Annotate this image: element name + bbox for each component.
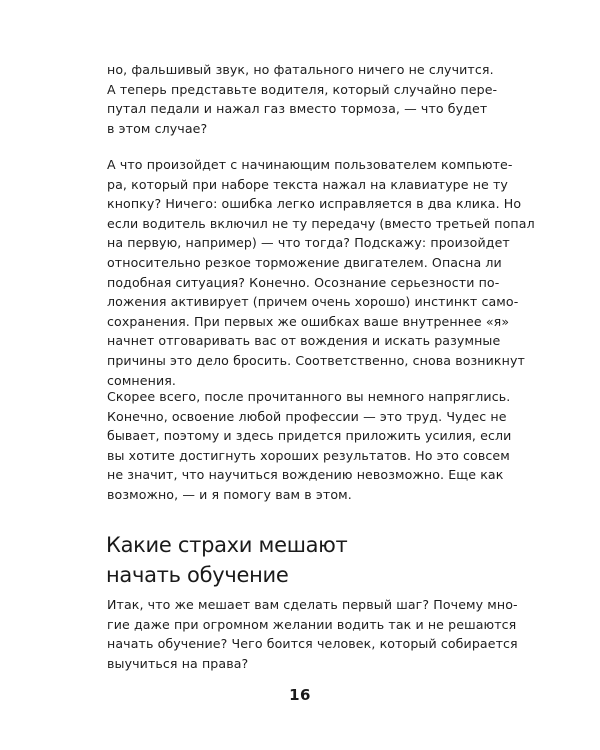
text-line: сомнения.: [107, 372, 177, 388]
text-line: причины это дело бросить. Соответственно, снова возникнут: [107, 352, 525, 368]
text-line: не значит, что научиться вождению невозможно. Еще как: [107, 467, 504, 483]
paragraph-4: [107, 595, 518, 673]
text-line: А что произойдет с начинающим пользователем компьюте-: [107, 157, 513, 172]
page-number: 16: [289, 686, 311, 704]
text-line: вы хотите достигнуть хороших результатов. Но это совсем: [107, 447, 510, 463]
text-line: сохранения. При первых же ошибках ваше внутреннее «я»: [107, 313, 510, 329]
heading-line: начать обучение: [106, 563, 289, 587]
text-line: гие даже при огромном желании водить так и не решаются: [107, 616, 517, 632]
text-line: ра, который при наборе текста нажал на клавиатуре не ту: [107, 176, 508, 192]
text-line: в этом случае?: [107, 120, 208, 136]
text-line: А теперь представьте водителя, который случайно пере-: [107, 81, 498, 97]
paragraph-2: [107, 155, 535, 390]
heading-line: Какие страхи мешают: [106, 533, 348, 557]
text-line: Итак, что же мешает вам сделать первый шаг? Почему мно-: [107, 597, 518, 612]
text-line: относительно резкое торможение двигателем. Опасна ли: [107, 254, 502, 270]
text-line: но, фальшивый звук, но фатального ничего не случится.: [107, 62, 494, 77]
text-line: начнет отговаривать вас от вождения и искать разумные: [107, 333, 501, 349]
text-line: кнопку? Ничего: ошибка легко исправляется в два клика. Но: [107, 196, 522, 212]
text-line: начать обучение? Чего боится человек, который собирается: [107, 636, 518, 652]
text-line: бывает, поэтому и здесь придется приложить усилия, если: [107, 428, 512, 444]
text-line: на первую, например) — что тогда? Подскажу: произойдет: [107, 235, 510, 251]
text-line: Скорее всего, после прочитанного вы немного напряглись.: [107, 389, 511, 404]
paragraph-3: [107, 387, 512, 505]
text-line: возможно, — и я помогу вам в этом.: [107, 486, 352, 502]
text-line: если водитель включил не ту передачу (вместо третьей попал: [107, 215, 535, 231]
text-line: подобная ситуация? Конечно. Осознание серьезности по-: [107, 274, 500, 290]
text-line: ложения активирует (причем очень хорошо) инстинкт само-: [107, 294, 519, 310]
section-heading: [106, 530, 348, 590]
paragraph-1: [107, 60, 507, 138]
text-line: Конечно, освоение любой профессии — это труд. Чудес не: [107, 408, 507, 424]
text-line: выучиться на права?: [107, 655, 249, 671]
text-line: путал педали и нажал газ вместо тормоза, — что будет: [107, 101, 488, 117]
